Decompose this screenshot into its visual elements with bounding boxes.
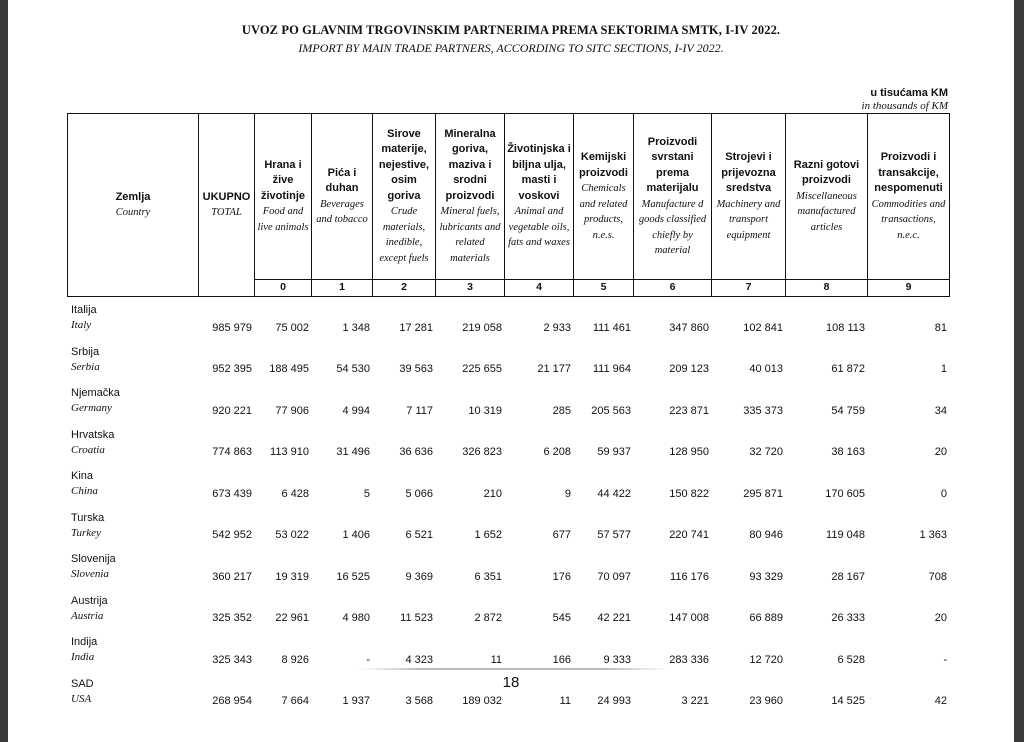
section-value-cell: 1 937 xyxy=(342,695,370,708)
section-value-cell: 170 605 xyxy=(825,487,865,500)
table-row xyxy=(67,302,949,344)
section-value-cell: 119 048 xyxy=(826,529,865,542)
section-value-cell: 113 910 xyxy=(270,446,309,459)
section-value-cell: 545 xyxy=(552,612,571,625)
section-value-cell: 3 568 xyxy=(405,695,433,708)
section-value-cell: 1 652 xyxy=(474,529,502,542)
country-cell xyxy=(67,344,198,386)
section-value-cell: 8 926 xyxy=(281,653,309,666)
section-value-cell: 12 720 xyxy=(749,653,783,666)
section-value-cell: 61 872 xyxy=(831,363,865,376)
country-name-local: Srbija xyxy=(71,345,100,358)
section-value-cell: 1 348 xyxy=(342,321,370,334)
section-value-cell: 102 841 xyxy=(743,321,783,334)
section-value-cell: 66 889 xyxy=(749,612,783,625)
document-page xyxy=(8,0,1014,742)
section-value-cell: 150 822 xyxy=(669,487,709,500)
country-name-english: USA xyxy=(71,692,92,705)
section-value-cell: 0 xyxy=(940,487,947,500)
section-value-cell: 1 406 xyxy=(342,529,370,542)
section-value-cell: 70 097 xyxy=(597,570,631,583)
section-code-2: 2 xyxy=(373,280,436,297)
country-cell xyxy=(67,385,198,427)
section-value-cell: 11 xyxy=(559,695,571,708)
section-value-cell: 57 577 xyxy=(597,529,631,542)
data-table xyxy=(67,302,949,717)
section-value-cell: 220 741 xyxy=(669,529,709,542)
header-section-3: Mineralna goriva, maziva i srodni proizvodi Mineral fuels, lubricants and related materials xyxy=(436,114,505,280)
section-value-cell: 31 496 xyxy=(336,446,370,459)
section-value-cell: 80 946 xyxy=(749,529,783,542)
country-name-local: Indija xyxy=(71,636,98,648)
section-value-cell: 677 xyxy=(552,529,571,542)
total-value-cell: 325 343 xyxy=(212,653,252,666)
section-value-cell: 20 xyxy=(934,612,947,625)
country-name-english: China xyxy=(71,485,98,497)
section-value-cell: 23 960 xyxy=(749,695,783,708)
country-cell xyxy=(67,551,198,593)
section-value-cell: 26 333 xyxy=(831,612,865,625)
section-value-cell: 108 113 xyxy=(826,321,865,334)
footer-divider xyxy=(358,668,668,670)
section-value-cell: 2 872 xyxy=(474,612,502,625)
section-value-cell: 54 759 xyxy=(831,404,865,417)
header-section-8: Razni gotovi proizvodi Miscellaneous manufactured articles xyxy=(786,114,868,280)
country-cell xyxy=(67,634,198,676)
section-code-1: 1 xyxy=(312,280,373,297)
section-value-cell: 5 066 xyxy=(405,487,433,500)
header-section-2: Sirove materije, nejestive, osim goriva Crude materials, inedible, except fuels xyxy=(373,114,436,280)
section-value-cell: 189 032 xyxy=(462,695,502,708)
section-code-9: 9 xyxy=(868,280,950,297)
section-value-cell: 2 933 xyxy=(543,321,571,334)
country-name-local: Hrvatska xyxy=(71,428,115,441)
section-code-7: 7 xyxy=(712,280,786,297)
country-name-english: Italy xyxy=(71,319,92,331)
total-value-cell: 268 954 xyxy=(212,695,252,708)
section-code-4: 4 xyxy=(505,280,574,297)
section-value-cell: 225 655 xyxy=(462,363,502,376)
country-cell xyxy=(67,468,198,510)
country-name-local: Italija xyxy=(71,304,97,316)
section-value-cell: 22 961 xyxy=(275,612,309,625)
section-code-3: 3 xyxy=(436,280,505,297)
section-value-cell: 11 xyxy=(490,653,502,666)
total-value-cell: 952 395 xyxy=(212,363,252,376)
country-name-english: India xyxy=(71,651,95,663)
total-value-cell: 325 352 xyxy=(212,612,252,625)
section-value-cell: 3 221 xyxy=(681,695,709,708)
section-value-cell: 19 319 xyxy=(275,570,309,583)
section-value-cell: 1 363 xyxy=(919,529,947,542)
section-value-cell: 32 720 xyxy=(749,446,783,459)
table-row xyxy=(67,510,949,552)
table-row xyxy=(67,427,949,469)
section-code-6: 6 xyxy=(634,280,712,297)
country-cell xyxy=(67,593,198,635)
section-value-cell: 188 495 xyxy=(269,363,309,376)
section-value-cell: 708 xyxy=(928,570,947,583)
section-value-cell: 9 369 xyxy=(405,570,433,583)
section-value-cell: 16 525 xyxy=(336,570,370,583)
country-cell xyxy=(67,302,198,344)
country-name-local: Slovenija xyxy=(71,553,116,565)
header-country: Zemlja Country xyxy=(68,114,199,297)
section-value-cell: 38 163 xyxy=(831,446,865,459)
section-code-5: 5 xyxy=(574,280,634,297)
section-value-cell: 21 177 xyxy=(537,363,571,376)
section-value-cell: 9 xyxy=(564,487,571,500)
unit-label-english: in thousands of KM xyxy=(861,100,948,112)
section-value-cell: 295 871 xyxy=(743,487,783,500)
section-value-cell: 111 964 xyxy=(592,363,631,376)
unit-label-local: u tisućama KM xyxy=(870,87,948,99)
section-value-cell: 6 528 xyxy=(837,653,865,666)
section-value-cell: 326 823 xyxy=(462,446,502,459)
section-value-cell: 36 636 xyxy=(399,446,433,459)
section-value-cell: 6 428 xyxy=(281,487,309,500)
header-section-4: Životinjska i biljna ulja, masti i voskovi Animal and vegetable oils, fats and waxes xyxy=(505,114,574,280)
section-value-cell: 93 329 xyxy=(749,570,783,583)
section-value-cell: 77 906 xyxy=(275,404,309,417)
header-section-6: Proizvodi svrstani prema materijalu Manufacture d goods classified chiefly by material xyxy=(634,114,712,280)
header-section-0: Hrana i žive životinje Food and live animals xyxy=(255,114,312,280)
section-value-cell: 5 xyxy=(363,487,370,500)
section-value-cell: 1 xyxy=(940,363,947,376)
country-name-english: Austria xyxy=(71,609,104,622)
section-value-cell: 59 937 xyxy=(597,446,631,459)
section-value-cell: 9 333 xyxy=(603,653,631,666)
table-row xyxy=(67,551,949,593)
section-value-cell: 14 525 xyxy=(831,695,865,708)
header-section-1: Pića i duhan Beverages and tobacco xyxy=(312,114,373,280)
country-name-local: Njemačka xyxy=(71,387,120,399)
section-value-cell: 147 008 xyxy=(669,612,709,625)
section-value-cell: 6 208 xyxy=(543,446,571,459)
section-value-cell: 219 058 xyxy=(462,321,502,334)
section-value-cell: 116 176 xyxy=(670,570,709,583)
section-value-cell: 4 994 xyxy=(342,404,370,417)
total-value-cell: 985 979 xyxy=(212,321,252,334)
total-value-cell: 920 221 xyxy=(212,404,252,417)
section-value-cell: 24 993 xyxy=(597,695,631,708)
section-value-cell: 54 530 xyxy=(336,363,370,376)
section-value-cell: 166 xyxy=(552,653,571,666)
section-value-cell: 283 336 xyxy=(669,653,709,666)
section-code-8: 8 xyxy=(786,280,868,297)
section-value-cell: 335 373 xyxy=(743,404,783,417)
country-name-english: Slovenia xyxy=(71,568,109,580)
header-total: UKUPNO TOTAL xyxy=(199,114,255,297)
section-value-cell: 42 xyxy=(934,695,947,708)
section-value-cell: 6 521 xyxy=(405,529,433,542)
section-value-cell: 39 563 xyxy=(399,363,433,376)
section-value-cell: 20 xyxy=(934,446,947,459)
page-subtitle: IMPORT BY MAIN TRADE PARTNERS, ACCORDING TO SITC SECTIONS, I-IV 2022. xyxy=(298,41,724,55)
section-value-cell: 40 013 xyxy=(749,363,783,376)
table-header xyxy=(67,113,950,297)
section-value-cell: 285 xyxy=(552,404,571,417)
section-value-cell: 75 002 xyxy=(275,321,309,334)
table-row xyxy=(67,385,949,427)
section-value-cell: 223 871 xyxy=(669,404,709,417)
section-value-cell: 205 563 xyxy=(591,404,631,417)
table-row xyxy=(67,344,949,386)
country-name-english: Turkey xyxy=(71,526,101,539)
section-value-cell: - xyxy=(366,653,370,666)
section-value-cell: 209 123 xyxy=(669,363,709,376)
section-value-cell: 111 461 xyxy=(592,321,631,334)
country-name-local: SAD xyxy=(71,677,94,690)
section-value-cell: 42 221 xyxy=(597,612,631,625)
total-value-cell: 774 863 xyxy=(212,446,252,459)
country-cell xyxy=(67,427,198,469)
section-value-cell: 44 422 xyxy=(597,487,631,500)
section-value-cell: 4 980 xyxy=(342,612,370,625)
section-value-cell: 176 xyxy=(552,570,571,583)
section-value-cell: 34 xyxy=(934,404,947,417)
section-value-cell: 11 523 xyxy=(400,612,433,625)
total-value-cell: 673 439 xyxy=(212,487,252,500)
header-section-9: Proizvodi i transakcije, nespomenuti Commodities and transactions, n.e.c. xyxy=(868,114,950,280)
total-value-cell: 542 952 xyxy=(212,529,252,542)
section-value-cell: 7 664 xyxy=(281,695,309,708)
section-value-cell: - xyxy=(943,653,947,666)
section-value-cell: 4 323 xyxy=(405,653,433,666)
section-value-cell: 81 xyxy=(934,321,947,334)
section-value-cell: 28 167 xyxy=(831,570,865,583)
section-value-cell: 17 281 xyxy=(399,321,433,334)
section-code-0: 0 xyxy=(255,280,312,297)
country-name-local: Kina xyxy=(71,470,94,482)
page-number: 18 xyxy=(502,674,520,691)
table-row xyxy=(67,593,949,635)
table-row xyxy=(67,468,949,510)
page-title: UVOZ PO GLAVNIM TRGOVINSKIM PARTNERIMA PREMA SEKTORIMA SMTK, I-IV 2022. xyxy=(241,23,781,37)
section-value-cell: 53 022 xyxy=(275,529,309,542)
section-value-cell: 10 319 xyxy=(468,404,502,417)
country-name-english: Germany xyxy=(71,402,112,414)
header-section-5: Kemijski proizvodi Chemicals and related products, n.e.s. xyxy=(574,114,634,280)
section-value-cell: 347 860 xyxy=(669,321,709,334)
section-value-cell: 128 950 xyxy=(669,446,709,459)
total-value-cell: 360 217 xyxy=(212,570,252,583)
country-name-english: Serbia xyxy=(71,360,100,373)
header-section-7: Strojevi i prijevozna sredstva Machinery and transport equipment xyxy=(712,114,786,280)
country-name-english: Croatia xyxy=(71,443,105,456)
section-value-cell: 6 351 xyxy=(474,570,502,583)
country-name-local: Turska xyxy=(71,511,105,524)
section-value-cell: 210 xyxy=(483,487,502,500)
country-name-local: Austrija xyxy=(71,594,108,607)
country-cell xyxy=(67,510,198,552)
section-value-cell: 7 117 xyxy=(406,404,433,417)
